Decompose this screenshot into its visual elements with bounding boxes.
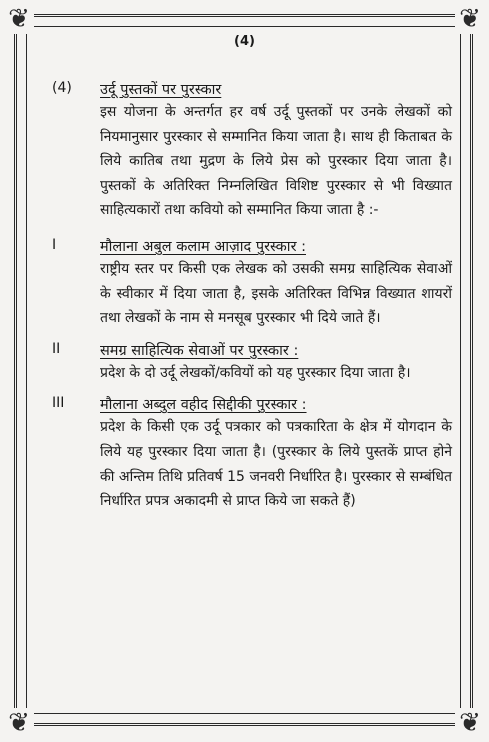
section-body: प्रदेश के किसी एक उर्दू पत्रकार को पत्रकारिता के क्षेत्र में योगदान के लिये यह पुरस्कार दिया जाता है। (पुरस्कार के लिये पुस्तकें प्राप्त होने की अन्तिम तिथि प्रतिवर्ष 15 जनवरी निर्धारित है। पुरस्कार से सम्बंधित निर्धारित प्रपत्र अकादमी से प्राप्त किये जा सकते हैं): [100, 419, 452, 510]
section-azad-award: [52, 237, 452, 331]
section-heading: समग्र साहित्यिक सेवाओं पर पुरस्कार :: [100, 342, 299, 359]
corner-ornament-bottom-right: ❦: [455, 708, 485, 738]
section-siddiqui-award: [52, 395, 452, 513]
section-marker: III: [52, 395, 65, 412]
section-marker: I: [52, 236, 57, 253]
section-heading: मौलाना अबुल कलाम आज़ाद पुरस्कार :: [100, 238, 306, 255]
corner-ornament-top-left: ❦: [4, 4, 34, 34]
section-body: इस योजना के अन्तर्गत हर वर्ष उर्दू पुस्तकों पर उनके लेखकों को नियमानुसार पुरस्कार से सम्मानित किया जाता है। साथ ही किताबत के लिये कातिब तथा मुद्रण के लिये प्रेस को पुरस्कार दिया जाता है। पुस्तकों के अतिरिक्त निम्नलिखित विशिष्ट पुरस्कार से भी विख्यात साहित्यकारों तथा कवियो को सम्मानित किया जाता है :-: [100, 104, 452, 219]
section-literary-service-award: [52, 341, 452, 386]
page-content: [52, 80, 452, 516]
section-marker: II: [52, 340, 61, 357]
section-urdu-book-award: [52, 80, 452, 223]
corner-ornament-top-right: ❦: [455, 4, 485, 34]
section-body: राष्ट्रीय स्तर पर किसी एक लेखक को उसकी समग्र साहित्यिक सेवाओं के स्वीकार में दिया जाता है, इसके अतिरिक्त विभिन्न विख्यात शायरों तथा लेखकों के नाम से मनसूब पुरस्कार भी दिये जाते हैं।: [100, 260, 452, 327]
page-number: (4): [234, 34, 255, 49]
section-marker: (4): [52, 80, 72, 96]
section-heading: उर्दू पुस्तकों पर पुरस्कार: [100, 82, 222, 98]
corner-ornament-bottom-left: ❦: [4, 708, 34, 738]
section-body: प्रदेश के दो उर्दू लेखकों/कवियों को यह पुरस्कार दिया जाता है।: [100, 364, 411, 381]
section-heading: मौलाना अब्दुल वहीद सिद्दीकी पुरस्कार :: [100, 397, 307, 414]
